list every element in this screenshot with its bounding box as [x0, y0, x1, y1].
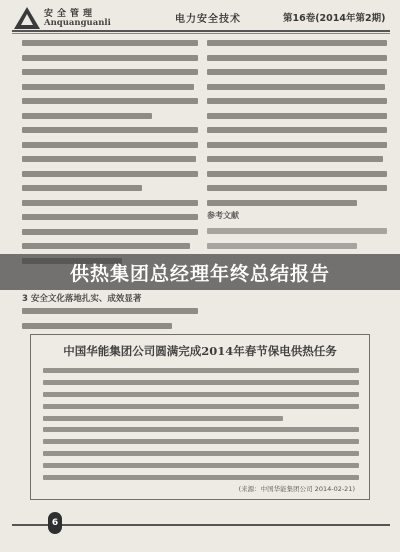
references-heading: 参考文献: [207, 211, 239, 220]
news-box-body: [43, 365, 359, 483]
right-column-text: [207, 36, 387, 253]
page-header: [0, 0, 400, 34]
header-rule: [12, 30, 390, 32]
left-column-text-lower: [22, 304, 198, 333]
journal-section-title: 电力安全技术: [175, 14, 241, 25]
left-column-text: [22, 36, 198, 268]
footer-rule: [12, 524, 390, 526]
page-number: 6: [48, 512, 62, 534]
news-box-source: (来源：中国华能集团公司 2014-02-21): [238, 485, 355, 493]
header-rule-thin: [12, 33, 390, 34]
news-box-title: 中国华能集团公司圆满完成2014年春节保电供热任务: [63, 344, 337, 358]
header-logo-pinyin: Anquanguanli: [44, 18, 111, 28]
section-heading: 3 安全文化落地扎实、成效显著: [22, 294, 142, 304]
banner-title: 供热集团总经理年终总结报告: [69, 262, 330, 285]
issue-label: 第16卷(2014年第2期): [283, 13, 386, 24]
header-logo-chinese: 安全管理: [44, 9, 97, 19]
title-banner: [0, 254, 400, 290]
news-box: [30, 334, 370, 500]
safety-logo-icon: [12, 5, 42, 31]
